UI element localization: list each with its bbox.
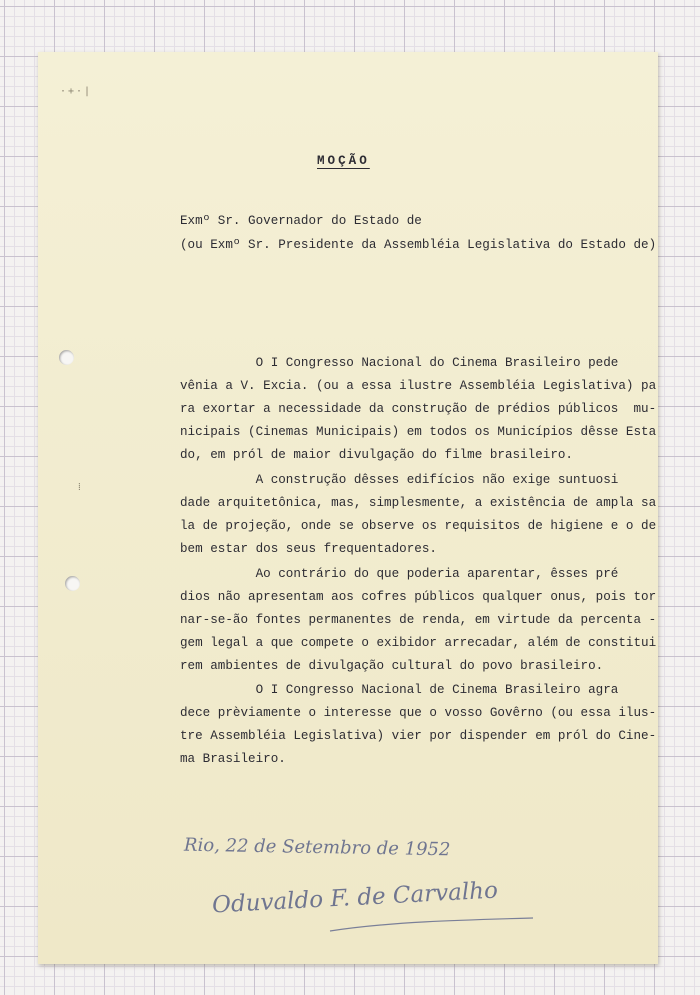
body-line: rem ambientes de divulgação cultural do povo brasileiro. <box>180 659 604 673</box>
body-line: dece prèviamente o interesse que o vosso Govêrno (ou essa ilus- <box>180 706 657 720</box>
body-line: A construção dêsses edifícios não exige suntuosi <box>180 473 619 487</box>
body-line: nar-se-ão fontes permanentes de renda, em virtude da percenta - <box>180 613 657 627</box>
body-line: ma Brasileiro. <box>180 752 286 766</box>
document-sheet <box>38 52 658 964</box>
document-title: MOÇÃO <box>317 154 370 168</box>
body-line: dios não apresentam aos cofres públicos qualquer onus, pois tor <box>180 590 657 604</box>
punch-hole-top <box>59 350 74 365</box>
punch-hole-bottom <box>65 576 80 591</box>
margin-pencil-mark: ⁞ <box>78 482 83 493</box>
address-line-2: (ou Exmº Sr. Presidente da Assembléia Legislativa do Estado de) <box>180 238 657 252</box>
body-line: ra exortar a necessidade da construção de prédios públicos mu- <box>180 402 657 416</box>
body-line: vênia a V. Excia. (ou a essa ilustre Assembléia Legislativa) pa <box>180 379 657 393</box>
margin-ink-marks: ·+·| <box>60 86 93 97</box>
body-line: gem legal a que compete o exibidor arrecadar, além de constitui <box>180 636 657 650</box>
body-line: tre Assembléia Legislativa) vier por dispender em pról do Cine- <box>180 729 657 743</box>
body-line: bem estar dos seus frequentadores. <box>180 542 437 556</box>
body-line: O I Congresso Nacional do Cinema Brasileiro pede <box>180 356 619 370</box>
body-line: Ao contrário do que poderia aparentar, êsses pré <box>180 567 619 581</box>
handwritten-date: Rio, 22 de Setembro de 1952 <box>183 834 451 861</box>
body-line: la de projeção, onde se observe os requisitos de higiene e o de <box>180 519 657 533</box>
body-line: do, em pról de maior divulgação do filme brasileiro. <box>180 448 573 462</box>
signature-underline <box>328 914 538 936</box>
body-line: O I Congresso Nacional de Cinema Brasileiro agra <box>180 683 619 697</box>
body-line: dade arquitetônica, mas, simplesmente, a existência de ampla sa <box>180 496 657 510</box>
address-line-1: Exmº Sr. Governador do Estado de <box>180 214 422 228</box>
body-line: nicipais (Cinemas Municipais) em todos os Municípios dêsse Esta <box>180 425 657 439</box>
signature: Oduvaldo F. de Carvalho <box>211 877 499 919</box>
